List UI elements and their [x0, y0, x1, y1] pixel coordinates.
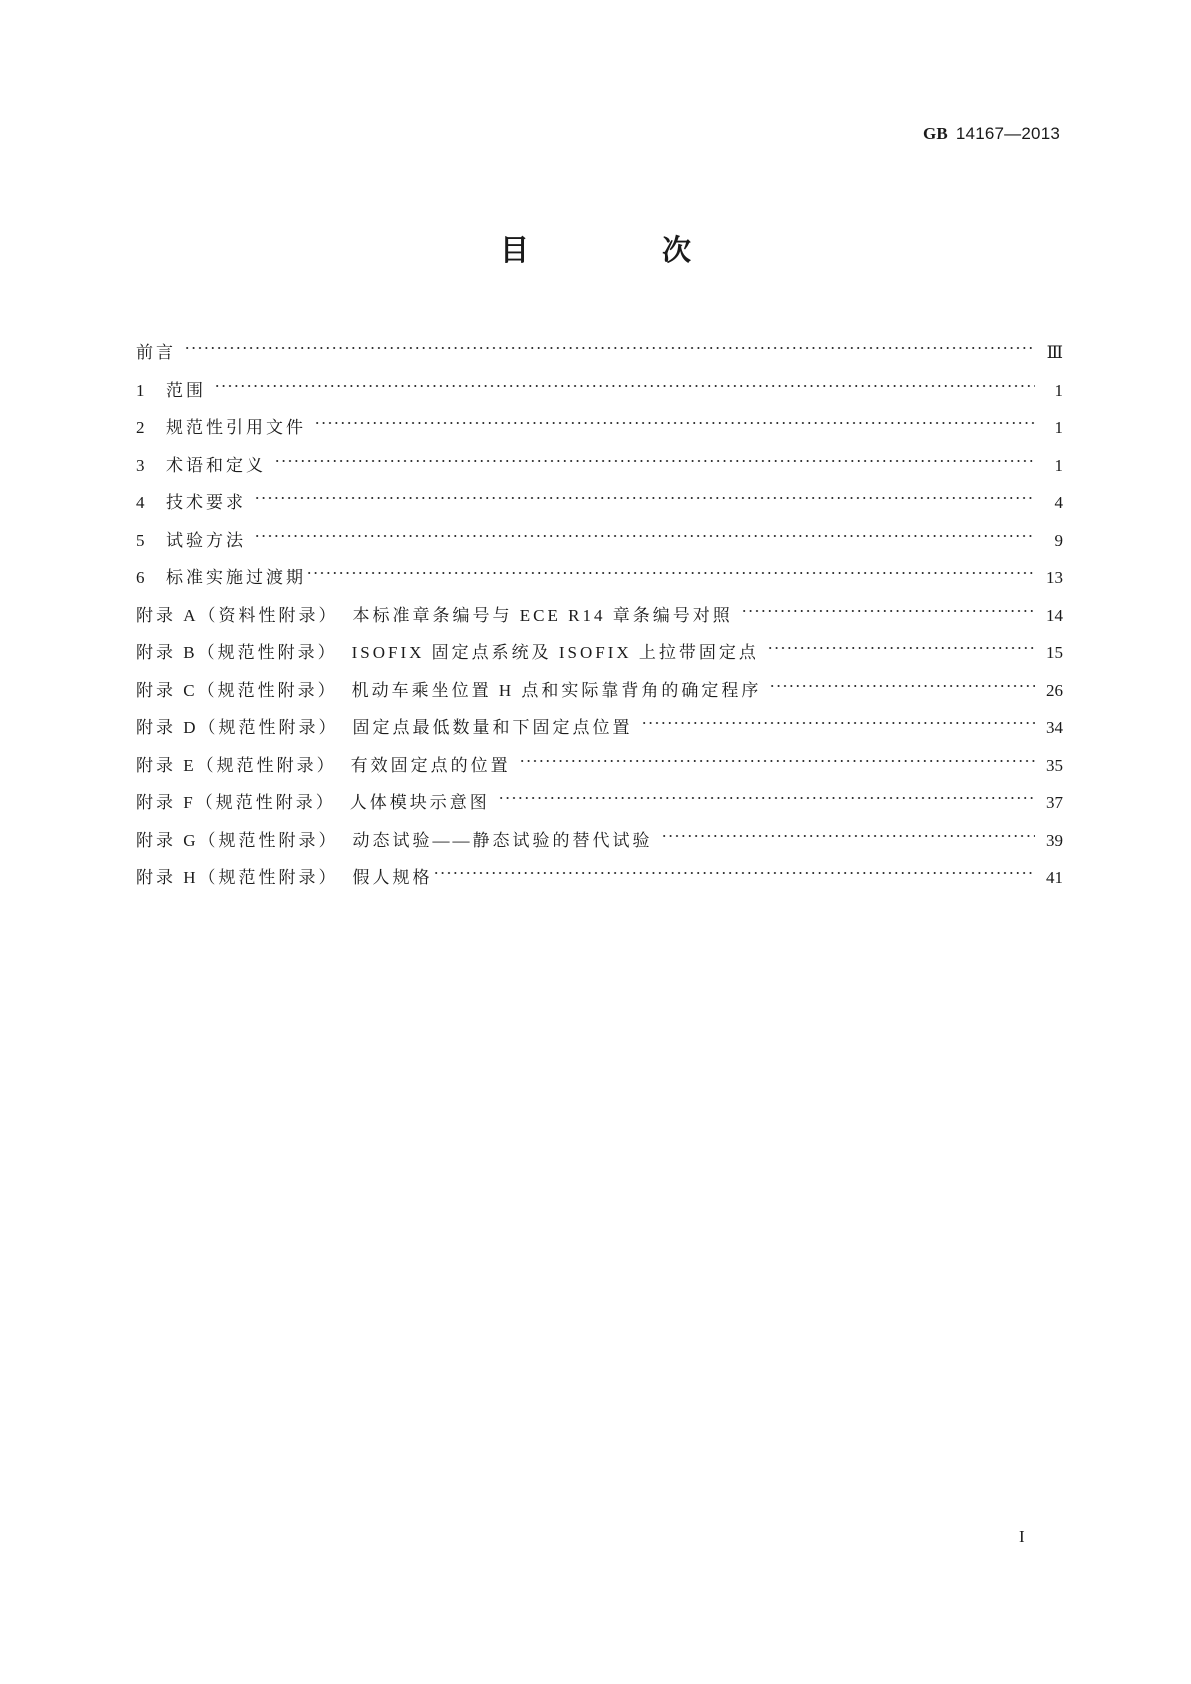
- toc-page-number: 26: [1046, 680, 1063, 700]
- toc-entry-number: 2: [136, 418, 145, 437]
- toc-page-number: 41: [1046, 868, 1063, 887]
- toc-entry-annex-h[interactable]: [136, 853, 1063, 891]
- toc-page-number: 39: [1046, 830, 1063, 850]
- toc-entry-label: 技术要求: [166, 493, 246, 512]
- toc-page-number: 15: [1046, 643, 1063, 662]
- toc-annex-number: 附录 H（规范性附录）: [136, 868, 339, 887]
- toc-entry-annex-a[interactable]: [136, 591, 1063, 629]
- toc-annex-number: 附录 G（规范性附录）: [136, 830, 339, 850]
- toc-entry-annex-f[interactable]: [136, 778, 1063, 816]
- toc-page-number: Ⅲ: [1046, 343, 1063, 362]
- dot-leader: [741, 591, 1035, 621]
- toc-page-number: 37: [1046, 793, 1063, 812]
- dot-leader: [519, 741, 1035, 771]
- toc-page-number: 1: [1054, 455, 1063, 475]
- toc-entry-label: 有效固定点的位置: [350, 755, 511, 775]
- toc-page-number: 14: [1046, 605, 1063, 625]
- toc-entry-2[interactable]: [136, 403, 1063, 441]
- toc-entry-label: 标准实施过渡期: [166, 568, 306, 587]
- toc-entry-annex-c[interactable]: [136, 666, 1063, 704]
- dot-leader: [184, 328, 1035, 358]
- toc-entry-label: ISOFIX 固定点系统及 ISOFIX 上拉带固定点: [351, 643, 759, 662]
- toc-entry-annex-b[interactable]: [136, 628, 1063, 666]
- toc-entry-annex-g[interactable]: [136, 816, 1063, 854]
- dot-leader: [254, 516, 1035, 546]
- dot-leader: [214, 366, 1035, 396]
- table-of-contents: [136, 328, 1063, 891]
- toc-entry-label: 机动车乘坐位置 H 点和实际靠背角的确定程序: [351, 680, 762, 700]
- toc-entry-number: 6: [136, 568, 145, 587]
- standard-prefix: GB: [922, 124, 948, 143]
- dot-leader: [433, 853, 1035, 883]
- page-number-footer: I: [1019, 1527, 1025, 1546]
- toc-entry-4[interactable]: [136, 478, 1063, 516]
- toc-entry-foreword[interactable]: [136, 328, 1063, 366]
- dot-leader: [661, 816, 1035, 846]
- toc-entry-label: 规范性引用文件: [166, 418, 306, 437]
- dot-leader: [767, 628, 1035, 658]
- toc-entry-number: 5: [136, 530, 145, 550]
- toc-entry-3[interactable]: [136, 441, 1063, 479]
- toc-entry-label: 假人规格: [352, 868, 433, 887]
- toc-page-number: 4: [1054, 493, 1063, 512]
- toc-entry-annex-d[interactable]: [136, 703, 1063, 741]
- dot-leader: [254, 478, 1035, 508]
- toc-entry-label: 人体模块示意图: [349, 793, 490, 812]
- toc-page-number: 9: [1054, 530, 1063, 550]
- toc-entry-label: 本标准章条编号与 ECE R14 章条编号对照: [352, 605, 733, 625]
- toc-annex-number: 附录 D（规范性附录）: [136, 718, 339, 737]
- toc-entry-6[interactable]: [136, 553, 1063, 591]
- toc-annex-number: 附录 C（规范性附录）: [136, 680, 338, 700]
- standard-number-header: [923, 124, 1060, 144]
- toc-entry-label: 范围: [166, 380, 206, 400]
- toc-entry-label: 前言: [136, 343, 176, 362]
- toc-annex-number: 附录 B（规范性附录）: [136, 643, 338, 662]
- toc-annex-number: 附录 A（资料性附录）: [136, 605, 339, 625]
- standard-number: 14167—2013: [955, 124, 1060, 143]
- toc-entry-number: 4: [136, 493, 145, 512]
- dot-leader: [306, 553, 1035, 583]
- page-title: 目 次: [499, 233, 743, 267]
- toc-entry-annex-e[interactable]: [136, 741, 1063, 779]
- dot-leader: [769, 666, 1035, 696]
- toc-page-number: 1: [1054, 418, 1063, 437]
- toc-page-number: 1: [1054, 380, 1063, 400]
- dot-leader: [641, 703, 1035, 733]
- toc-entry-number: 1: [136, 380, 145, 400]
- toc-annex-number: 附录 F（规范性附录）: [136, 793, 336, 812]
- toc-entry-number: 3: [136, 455, 145, 475]
- toc-entry-label: 固定点最低数量和下固定点位置: [352, 718, 633, 737]
- toc-entry-label: 试验方法: [166, 530, 246, 550]
- dot-leader: [498, 778, 1035, 808]
- dot-leader: [314, 403, 1035, 433]
- toc-entry-1[interactable]: [136, 366, 1063, 404]
- toc-page-number: 35: [1046, 755, 1063, 775]
- toc-entry-label: 术语和定义: [166, 455, 266, 475]
- toc-entry-label: 动态试验——静态试验的替代试验: [352, 830, 653, 850]
- toc-entry-5[interactable]: [136, 516, 1063, 554]
- toc-annex-number: 附录 E（规范性附录）: [136, 755, 337, 775]
- toc-page-number: 13: [1046, 568, 1063, 587]
- dot-leader: [274, 441, 1035, 471]
- toc-page-number: 34: [1046, 718, 1063, 737]
